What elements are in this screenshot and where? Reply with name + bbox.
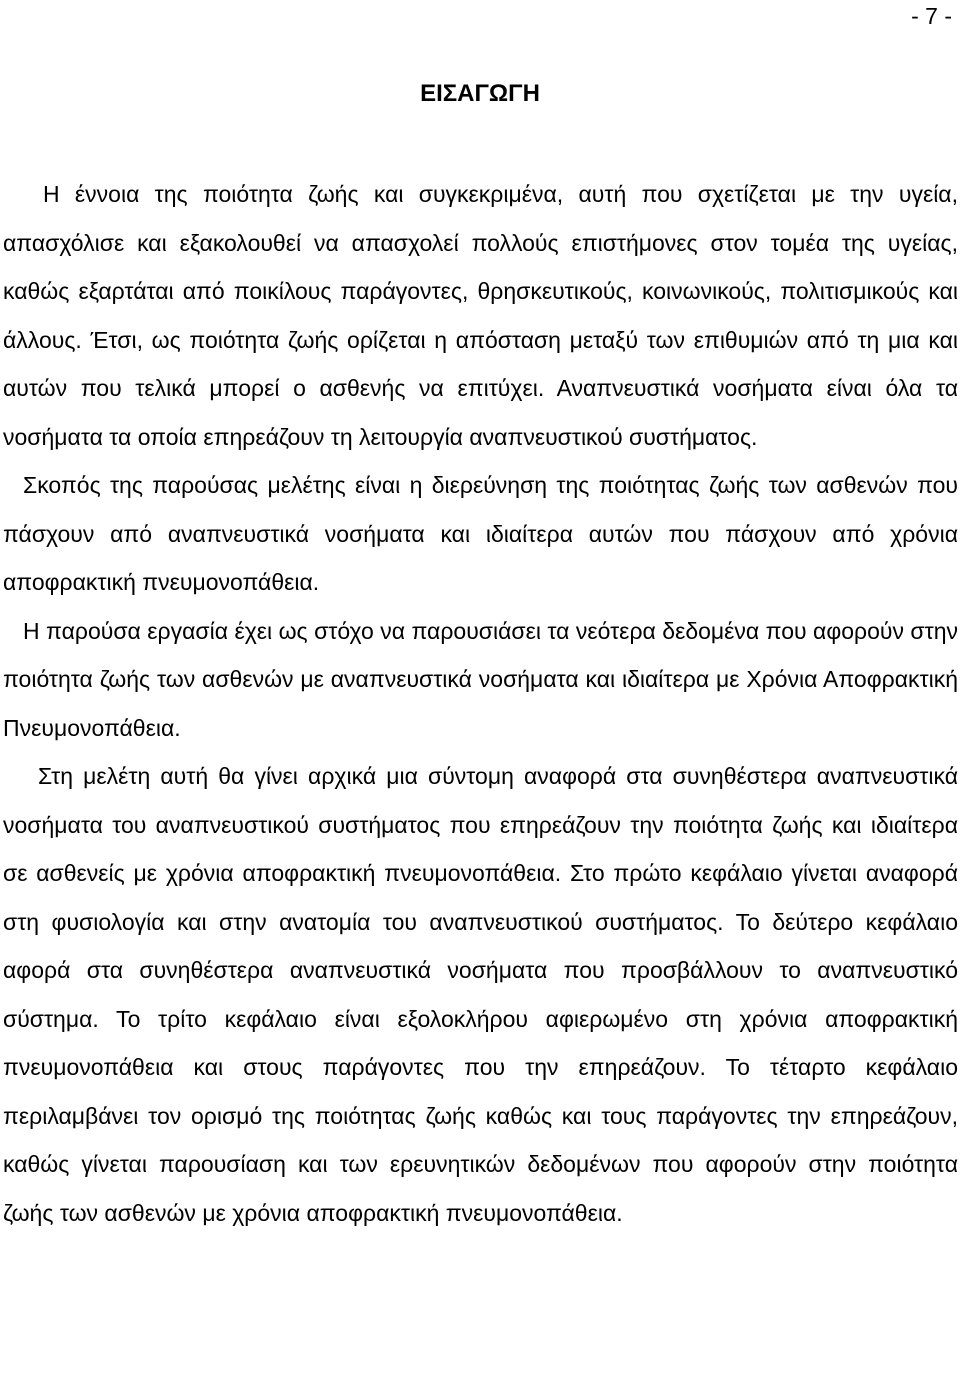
paragraph-intro: Η έννοια της ποιότητα ζωής και συγκεκριμένα, αυτή που σχετίζεται με την υγεία, απασχόλισε και εξακολουθεί να απασχολεί πολλούς επιστήμονες στον τομέα της υγείας, καθώς εξαρτάται από ποικίλους παράγοντες, θρησκευτικούς, κοινωνικούς, πολιτισμικούς και άλλους. Έτσι, ως ποιότητα ζωής ορίζεται η απόσταση μεταξύ των επιθυμιών από τη μια και αυτών που τελικά μπορεί ο ασθενής να επιτύχει. Αναπνευστικά νοσήματα είναι όλα τα νοσήματα τα οποία επηρεάζουν τη λειτουργία αναπνευστικού συστήματος. bbox=[3, 181, 958, 450]
paragraph-aim: Η παρούσα εργασία έχει ως στόχο να παρουσιάσει τα νεότερα δεδομένα που αφορούν στην ποιότητα ζωής των ασθενών με αναπνευστικά νοσήματα και ιδιαίτερα με Χρόνια Αποφρακτική Πνευμονοπάθεια. bbox=[3, 617, 958, 741]
document-body bbox=[3, 170, 958, 1237]
paragraph-structure: Στη μελέτη αυτή θα γίνει αρχικά μια σύντομη αναφορά στα συνηθέστερα αναπνευστικά νοσήματα του αναπνευστικού συστήματος που επηρεάζουν την ποιότητα ζωής και ιδιαίτερα σε ασθενείς με χρόνια αποφρακτική πνευμονοπάθεια. Στο πρώτο κεφάλαιο γίνεται αναφορά στη φυσιολογία και στην ανατομία του αναπνευστικού συστήματος. Το δεύτερο κεφάλαιο αφορά στα συνηθέστερα αναπνευστικά νοσήματα που προσβάλλουν το αναπνευστικό σύστημα. Το τρίτο κεφάλαιο είναι εξολοκλήρου αφιερωμένο στη χρόνια αποφρακτική πνευμονοπάθεια και στους παράγοντες που την επηρεάζουν. Το τέταρτο κεφάλαιο περιλαμβάνει τον ορισμό της ποιότητας ζωής καθώς και τους παράγοντες την επηρεάζουν, καθώς γίνεται παρουσίαση και των ερευνητικών δεδομένων που αφορούν στην ποιότητα ζωής των ασθενών με χρόνια αποφρακτική πνευμονοπάθεια. bbox=[3, 763, 958, 1226]
paragraph-purpose: Σκοπός της παρούσας μελέτης είναι η διερεύνηση της ποιότητας ζωής των ασθενών που πάσχουν από αναπνευστικά νοσήματα και ιδιαίτερα αυτών που πάσχουν από χρόνια αποφρακτική πνευμονοπάθεια. bbox=[3, 472, 958, 595]
page-title: ΕΙΣΑΓΩΓΗ bbox=[420, 80, 540, 107]
page-number: - 7 - bbox=[911, 3, 952, 29]
